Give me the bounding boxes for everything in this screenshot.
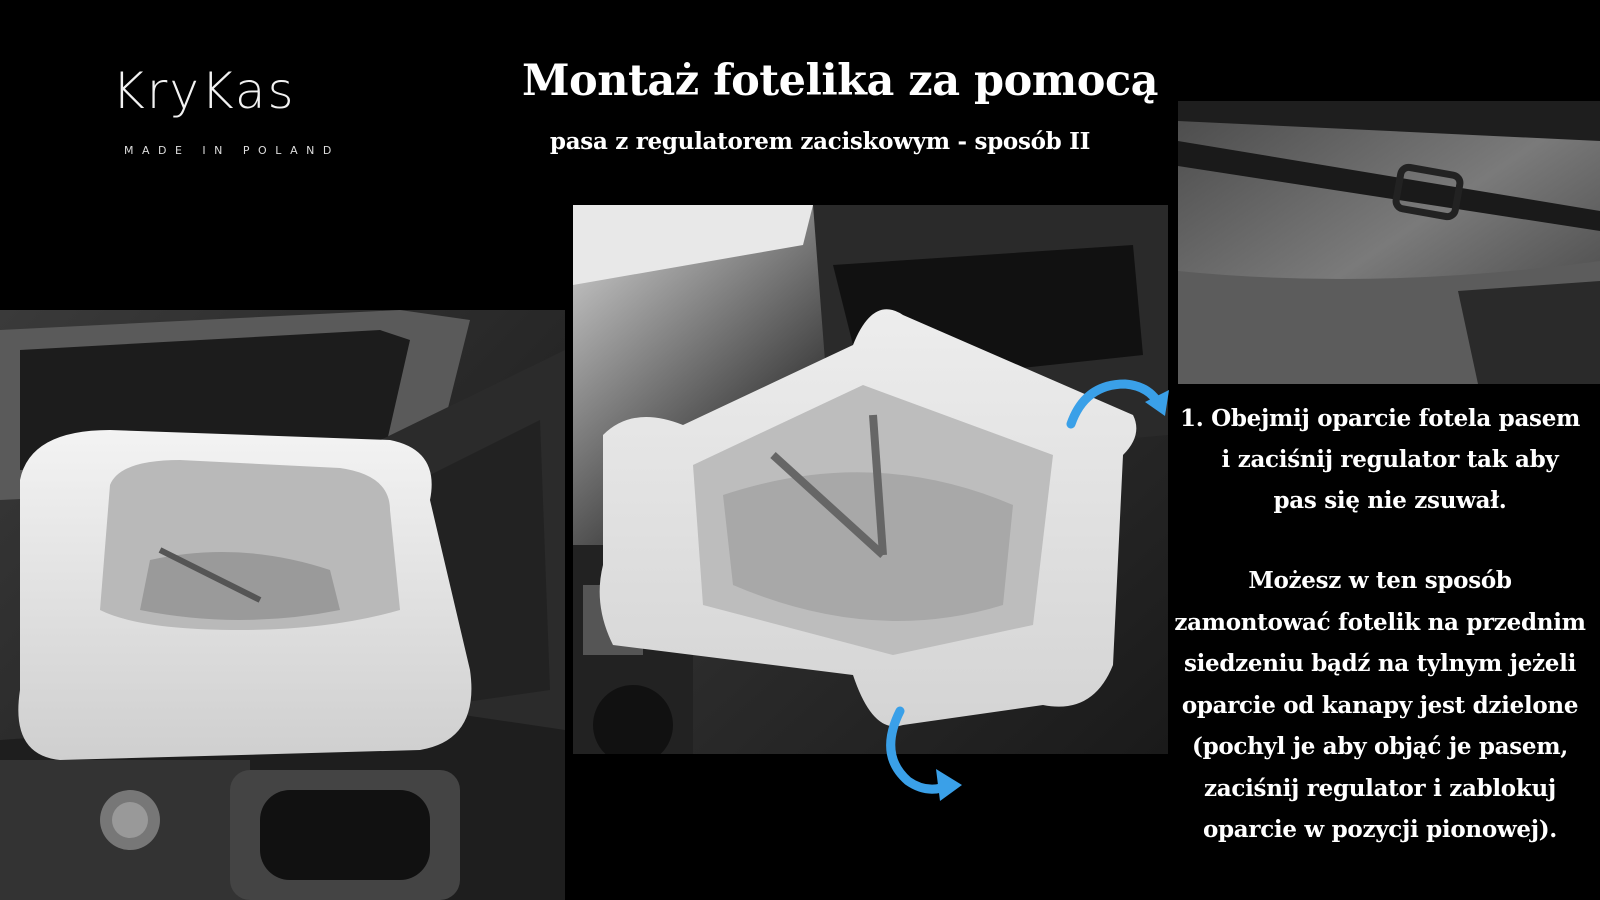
note-line: oparcie od kanapy jest dzielone (1181, 691, 1579, 719)
note-line: zamontować fotelik na przednim (1174, 608, 1586, 636)
instruction-note (1160, 560, 1600, 851)
photo-car-seat-strap (573, 205, 1168, 754)
instruction-line: i zaciśnij regulator tak aby (1221, 446, 1559, 473)
brand-logo: KryKas (112, 62, 296, 120)
page-title: Montaż fotelika za pomocą (521, 56, 1159, 106)
photo-strap-regulator (1178, 101, 1600, 384)
note-line: Możesz w ten sposób (1248, 567, 1512, 594)
instruction-line: pas się nie zsuwał. (1273, 487, 1507, 514)
photo-car-seat-front (0, 310, 565, 900)
note-line: zaciśnij regulator i zablokuj (1204, 774, 1556, 802)
note-line: siedzeniu bądź na tylnym jeżeli (1183, 650, 1577, 677)
curved-arrow-down-right-icon (880, 705, 970, 805)
note-line: (pochyl je aby objąć je pasem, (1192, 733, 1568, 760)
curved-arrow-right-icon (1065, 376, 1170, 436)
instruction-line: 1. Obejmij oparcie fotela pasem (1180, 405, 1581, 432)
instruction-step-1 (1180, 398, 1600, 521)
note-line: oparcie w pozycji pionowej). (1202, 816, 1558, 843)
page-subtitle: pasa z regulatorem zaciskowym - sposób II (549, 128, 1091, 155)
brand-tagline: MADE IN POLAND (124, 144, 340, 157)
